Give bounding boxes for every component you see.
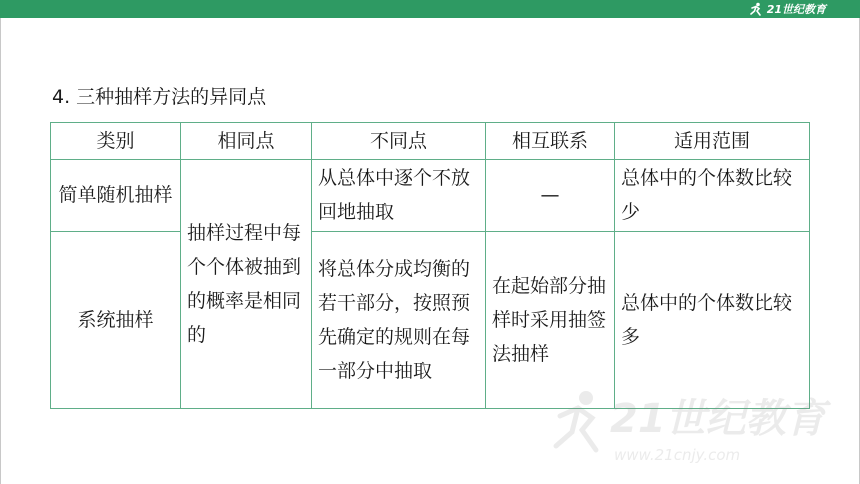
table-row <box>51 231 810 408</box>
row-relation: 在起始部分抽样时采用抽签法抽样 <box>486 231 615 408</box>
row-category: 系统抽样 <box>51 231 181 408</box>
header-scope: 适用范围 <box>615 123 810 160</box>
top-banner <box>0 0 860 18</box>
row-relation: — <box>486 160 615 232</box>
runner-logo-icon <box>749 2 763 16</box>
watermark-text: 21世纪教育 <box>610 396 826 442</box>
table-header-row <box>51 123 810 160</box>
row-scope: 总体中的个体数比较多 <box>615 231 810 408</box>
row-category: 简单随机抽样 <box>51 160 181 232</box>
common-points-cell: 抽样过程中每个个体被抽到的概率是相同的 <box>181 160 312 409</box>
brand-logo-text: 21世纪教育 <box>766 3 826 16</box>
header-category: 类别 <box>51 123 181 160</box>
watermark-url: www.21cnjy.com <box>614 446 741 464</box>
frame-left-border <box>0 18 1 484</box>
header-difference: 不同点 <box>312 123 486 160</box>
section-title: 4. 三种抽样方法的异同点 <box>52 86 267 108</box>
comparison-table <box>50 122 810 409</box>
header-relation: 相互联系 <box>486 123 615 160</box>
row-scope: 总体中的个体数比较少 <box>615 160 810 232</box>
brand-logo <box>749 2 826 16</box>
row-difference: 从总体中逐个不放回地抽取 <box>312 160 486 232</box>
header-common: 相同点 <box>181 123 312 160</box>
table-row <box>51 160 810 232</box>
row-difference: 将总体分成均衡的若干部分，按照预先确定的规则在每一部分中抽取 <box>312 231 486 408</box>
